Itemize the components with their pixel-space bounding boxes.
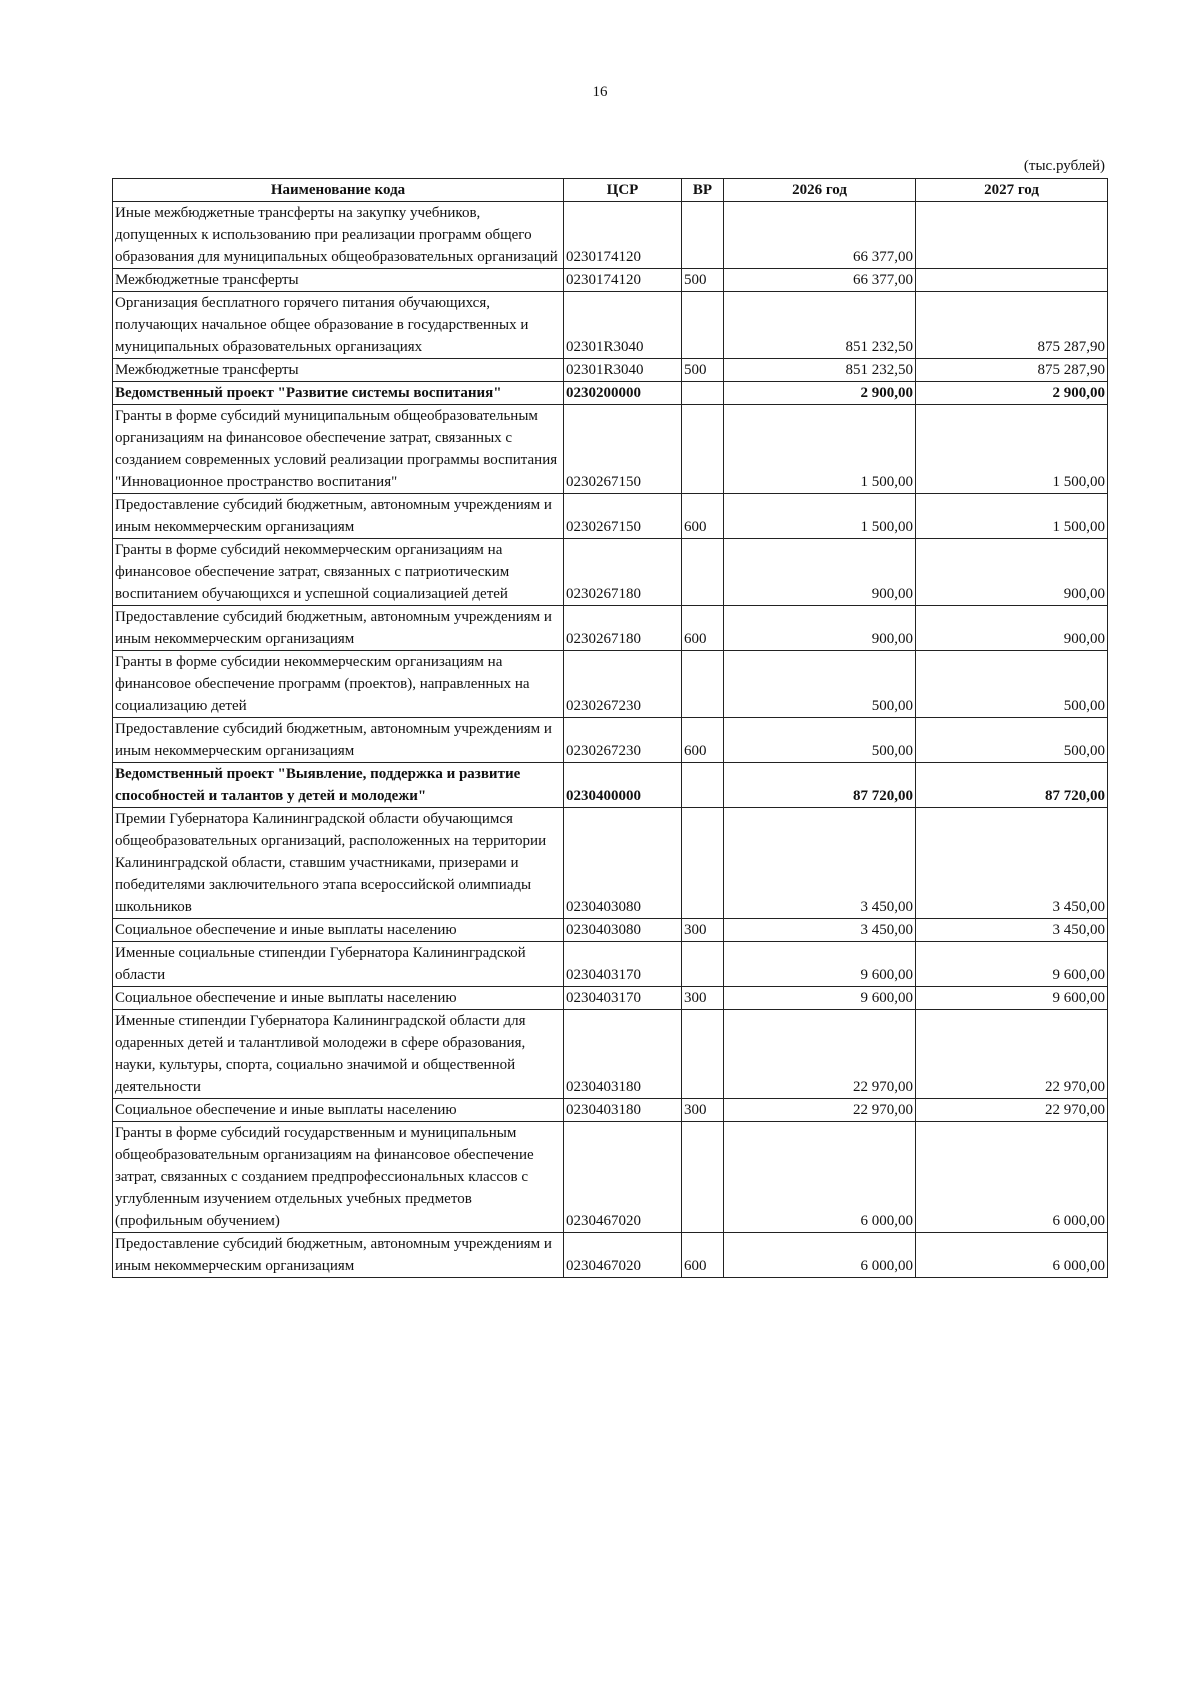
row-2027-cell: 22 970,00 xyxy=(916,1099,1108,1122)
row-vr-cell xyxy=(682,763,724,808)
row-2027-cell: 1 500,00 xyxy=(916,405,1108,494)
row-2026-cell: 851 232,50 xyxy=(724,292,916,359)
row-2027-cell: 3 450,00 xyxy=(916,808,1108,919)
row-vr-cell xyxy=(682,202,724,269)
row-2027-cell xyxy=(916,202,1108,269)
row-vr-cell xyxy=(682,942,724,987)
table-row xyxy=(113,292,1108,359)
row-vr-cell: 300 xyxy=(682,919,724,942)
row-2027-cell: 6 000,00 xyxy=(916,1233,1108,1278)
table-row xyxy=(113,359,1108,382)
row-2026-cell: 66 377,00 xyxy=(724,202,916,269)
table-row xyxy=(113,718,1108,763)
units-label: (тыс.рублей) xyxy=(1023,158,1105,174)
row-2027-cell: 1 500,00 xyxy=(916,494,1108,539)
row-2026-cell: 6 000,00 xyxy=(724,1122,916,1233)
row-vr-cell: 600 xyxy=(682,718,724,763)
row-2026-cell: 9 600,00 xyxy=(724,987,916,1010)
row-csr-cell: 0230403180 xyxy=(564,1099,682,1122)
header-2026: 2026 год xyxy=(724,179,916,202)
row-csr-cell: 02301R3040 xyxy=(564,292,682,359)
row-vr-cell xyxy=(682,539,724,606)
row-name-cell: Премии Губернатора Калининградской области обучающимся общеобразовательных организаций, расположенных на территории Калининградской области, ставшим участниками, призерами и победителями заключительного этапа всероссийской олимпиады школьников xyxy=(113,808,564,919)
row-2026-cell: 900,00 xyxy=(724,606,916,651)
row-csr-cell: 0230467020 xyxy=(564,1233,682,1278)
row-2027-cell: 9 600,00 xyxy=(916,987,1108,1010)
row-2027-cell: 900,00 xyxy=(916,539,1108,606)
row-2026-cell: 1 500,00 xyxy=(724,405,916,494)
row-csr-cell: 0230174120 xyxy=(564,202,682,269)
row-2026-cell: 500,00 xyxy=(724,718,916,763)
row-name-cell: Гранты в форме субсидий государственным и муниципальным общеобразовательным организациям на финансовое обеспечение затрат, связанных с созданием предпрофессиональных классов с углубленным изучением отдельных учебных предметов (профильным обучением) xyxy=(113,1122,564,1233)
table-row xyxy=(113,987,1108,1010)
table-row xyxy=(113,269,1108,292)
table-row xyxy=(113,202,1108,269)
row-2027-cell: 875 287,90 xyxy=(916,359,1108,382)
row-csr-cell: 0230267180 xyxy=(564,606,682,651)
page-number: 16 xyxy=(592,84,608,100)
table-body xyxy=(113,202,1108,1278)
row-csr-cell: 0230267230 xyxy=(564,718,682,763)
table-row xyxy=(113,651,1108,718)
row-name-cell: Социальное обеспечение и иные выплаты населению xyxy=(113,919,564,942)
table-row xyxy=(113,1233,1108,1278)
row-2027-cell: 500,00 xyxy=(916,651,1108,718)
row-csr-cell: 0230403170 xyxy=(564,942,682,987)
row-name-cell: Предоставление субсидий бюджетным, автономным учреждениям и иным некоммерческим организациям xyxy=(113,494,564,539)
row-vr-cell: 500 xyxy=(682,269,724,292)
row-name-cell: Именные социальные стипендии Губернатора Калининградской области xyxy=(113,942,564,987)
row-csr-cell: 0230403080 xyxy=(564,919,682,942)
row-name-cell: Именные стипендии Губернатора Калининградской области для одаренных детей и талантливой молодежи в сфере образования, науки, культуры, спорта, социально значимой и общественной деятельности xyxy=(113,1010,564,1099)
row-2027-cell: 875 287,90 xyxy=(916,292,1108,359)
row-2026-cell: 2 900,00 xyxy=(724,382,916,405)
row-csr-cell: 02301R3040 xyxy=(564,359,682,382)
row-2027-cell: 22 970,00 xyxy=(916,1010,1108,1099)
row-csr-cell: 0230403080 xyxy=(564,808,682,919)
row-2026-cell: 22 970,00 xyxy=(724,1099,916,1122)
table-row xyxy=(113,494,1108,539)
row-vr-cell xyxy=(682,1122,724,1233)
row-2026-cell: 87 720,00 xyxy=(724,763,916,808)
row-2027-cell: 900,00 xyxy=(916,606,1108,651)
row-vr-cell: 300 xyxy=(682,1099,724,1122)
row-csr-cell: 0230267180 xyxy=(564,539,682,606)
row-2026-cell: 500,00 xyxy=(724,651,916,718)
row-name-cell: Социальное обеспечение и иные выплаты населению xyxy=(113,1099,564,1122)
row-name-cell: Предоставление субсидий бюджетным, автономным учреждениям и иным некоммерческим организациям xyxy=(113,1233,564,1278)
row-2027-cell: 87 720,00 xyxy=(916,763,1108,808)
row-csr-cell: 0230174120 xyxy=(564,269,682,292)
row-2026-cell: 1 500,00 xyxy=(724,494,916,539)
row-name-cell: Гранты в форме субсидии некоммерческим организациям на финансовое обеспечение программ (проектов), направленных на социализацию детей xyxy=(113,651,564,718)
row-2026-cell: 9 600,00 xyxy=(724,942,916,987)
table-row xyxy=(113,1122,1108,1233)
row-name-cell: Межбюджетные трансферты xyxy=(113,359,564,382)
table-row xyxy=(113,1010,1108,1099)
row-2026-cell: 851 232,50 xyxy=(724,359,916,382)
row-2026-cell: 900,00 xyxy=(724,539,916,606)
row-2026-cell: 22 970,00 xyxy=(724,1010,916,1099)
row-csr-cell: 0230403180 xyxy=(564,1010,682,1099)
row-2027-cell xyxy=(916,269,1108,292)
header-2027: 2027 год xyxy=(916,179,1108,202)
row-csr-cell: 0230267150 xyxy=(564,405,682,494)
row-vr-cell: 500 xyxy=(682,359,724,382)
row-csr-cell: 0230467020 xyxy=(564,1122,682,1233)
row-2026-cell: 3 450,00 xyxy=(724,919,916,942)
row-2027-cell: 500,00 xyxy=(916,718,1108,763)
table-row xyxy=(113,606,1108,651)
row-name-cell: Гранты в форме субсидий муниципальным общеобразовательным организациям на финансовое обеспечение затрат, связанных с созданием современных условий реализации программы воспитания "Инновационное пространство воспитания" xyxy=(113,405,564,494)
header-name: Наименование кода xyxy=(113,179,564,202)
row-csr-cell: 0230400000 xyxy=(564,763,682,808)
row-2027-cell: 3 450,00 xyxy=(916,919,1108,942)
row-name-cell: Социальное обеспечение и иные выплаты населению xyxy=(113,987,564,1010)
row-name-cell: Гранты в форме субсидий некоммерческим организациям на финансовое обеспечение затрат, связанных с патриотическим воспитанием обучающихся и успешной социализацией детей xyxy=(113,539,564,606)
row-name-cell: Ведомственный проект "Выявление, поддержка и развитие способностей и талантов у детей и молодежи" xyxy=(113,763,564,808)
row-csr-cell: 0230200000 xyxy=(564,382,682,405)
row-name-cell: Ведомственный проект "Развитие системы воспитания" xyxy=(113,382,564,405)
row-2027-cell: 6 000,00 xyxy=(916,1122,1108,1233)
row-csr-cell: 0230267150 xyxy=(564,494,682,539)
table-header-row xyxy=(113,179,1108,202)
row-vr-cell: 600 xyxy=(682,606,724,651)
row-vr-cell xyxy=(682,808,724,919)
row-vr-cell xyxy=(682,292,724,359)
row-csr-cell: 0230403170 xyxy=(564,987,682,1010)
table-row xyxy=(113,763,1108,808)
table-row xyxy=(113,919,1108,942)
row-vr-cell: 600 xyxy=(682,494,724,539)
header-csr: ЦСР xyxy=(564,179,682,202)
table-row xyxy=(113,539,1108,606)
row-name-cell: Межбюджетные трансферты xyxy=(113,269,564,292)
row-vr-cell: 300 xyxy=(682,987,724,1010)
row-2027-cell: 9 600,00 xyxy=(916,942,1108,987)
budget-table xyxy=(112,178,1108,1278)
row-2027-cell: 2 900,00 xyxy=(916,382,1108,405)
table-row xyxy=(113,808,1108,919)
row-name-cell: Организация бесплатного горячего питания обучающихся, получающих начальное общее образование в государственных и муниципальных образовательных организациях xyxy=(113,292,564,359)
table-row xyxy=(113,405,1108,494)
row-2026-cell: 66 377,00 xyxy=(724,269,916,292)
row-csr-cell: 0230267230 xyxy=(564,651,682,718)
row-2026-cell: 6 000,00 xyxy=(724,1233,916,1278)
row-vr-cell xyxy=(682,382,724,405)
header-vr: ВР xyxy=(682,179,724,202)
row-vr-cell xyxy=(682,651,724,718)
table-row xyxy=(113,382,1108,405)
row-vr-cell: 600 xyxy=(682,1233,724,1278)
row-vr-cell xyxy=(682,1010,724,1099)
row-vr-cell xyxy=(682,405,724,494)
row-name-cell: Иные межбюджетные трансферты на закупку учебников, допущенных к использованию при реализации программ общего образования для муниципальных общеобразовательных организаций xyxy=(113,202,564,269)
row-name-cell: Предоставление субсидий бюджетным, автономным учреждениям и иным некоммерческим организациям xyxy=(113,606,564,651)
table-row xyxy=(113,942,1108,987)
row-2026-cell: 3 450,00 xyxy=(724,808,916,919)
row-name-cell: Предоставление субсидий бюджетным, автономным учреждениям и иным некоммерческим организациям xyxy=(113,718,564,763)
table-row xyxy=(113,1099,1108,1122)
